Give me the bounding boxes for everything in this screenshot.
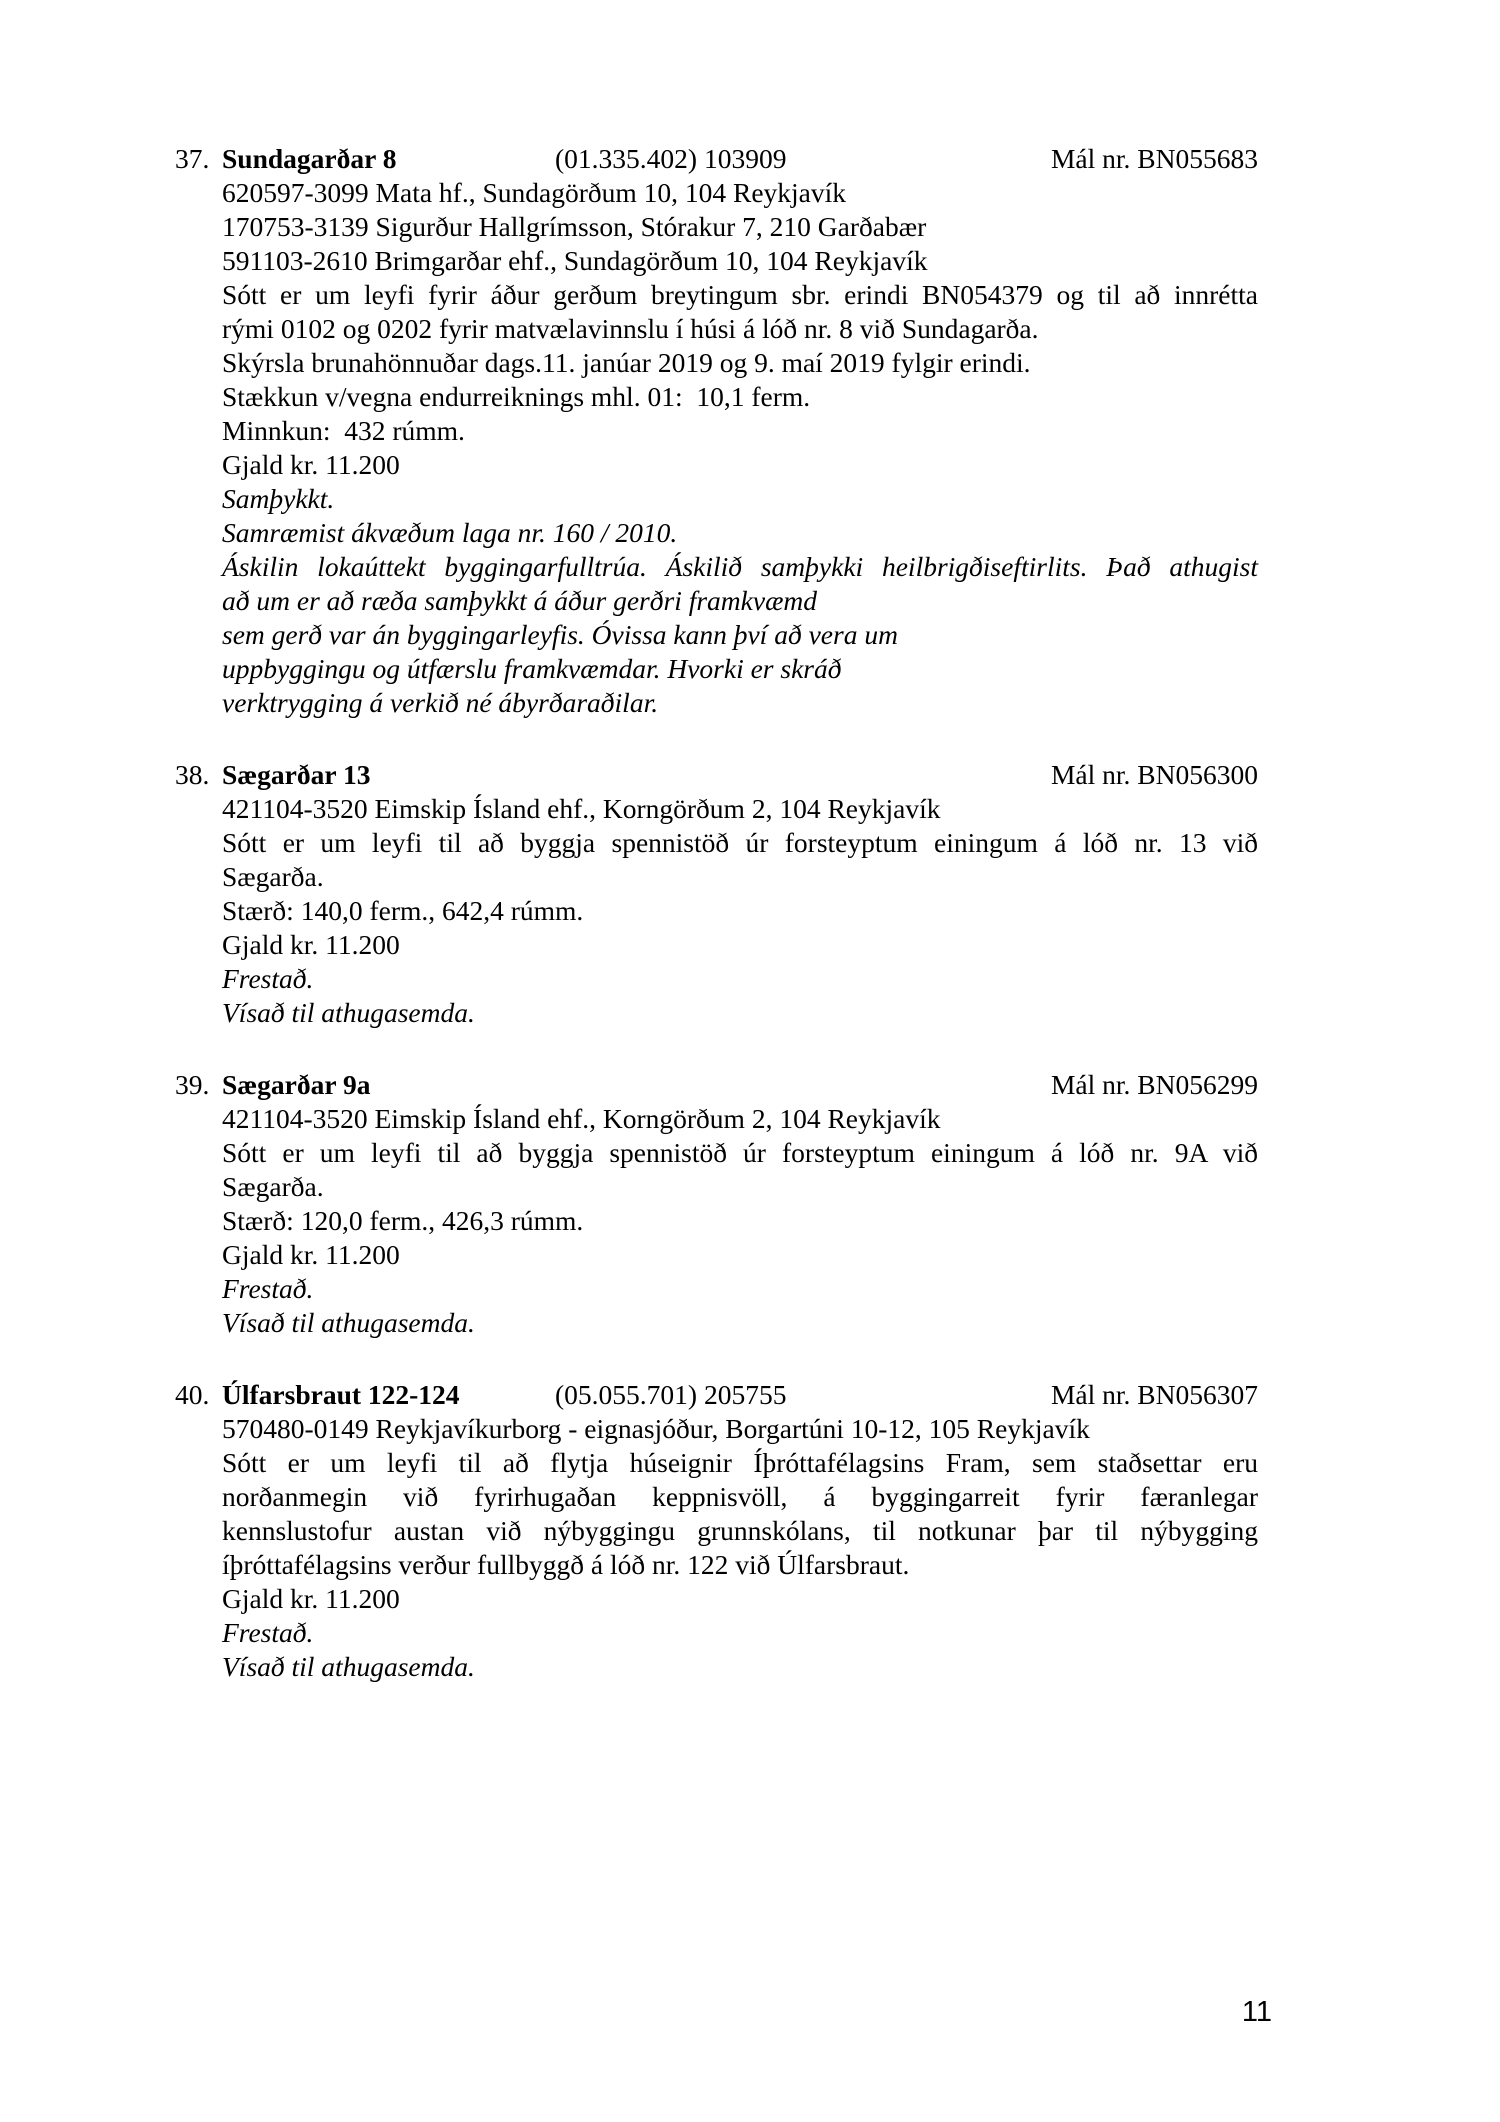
text-line: 570480-0149 Reykjavíkurborg - eignasjóður, Borgartúni 10-12, 105 Reykjavík — [222, 1413, 1090, 1444]
agenda-item — [0, 142, 1500, 720]
text-line: Vísað til athugasemda. — [222, 997, 475, 1028]
text-line: Sótt er um leyfi til að flytja húseignir Íþróttafélagsins Fram, sem staðsettar eru — [222, 1447, 1258, 1478]
text-line: að um er að ræða samþykkt á áður gerðri framkvæmd — [222, 585, 818, 616]
item-number: 39. — [175, 1069, 210, 1100]
property-code — [555, 1068, 787, 1102]
item-header — [222, 1068, 1258, 1102]
case-number: Mál nr. BN056300 — [1050, 759, 1258, 790]
text-line: Stækkun v/vegna endurreiknings mhl. 01: 10,1 ferm. — [222, 381, 811, 412]
text-line: Gjald kr. 11.200 — [222, 449, 400, 480]
text-line: rými 0102 og 0202 fyrir matvælavinnslu í húsi á lóð nr. 8 við Sundagarða. — [222, 313, 1039, 344]
text-line: 620597-3099 Mata hf., Sundagörðum 10, 104 Reykjavík — [222, 177, 847, 208]
text-line: sem gerð var án byggingarleyfis. Óvissa kann því að vera um — [222, 619, 898, 650]
text-line: Gjald kr. 11.200 — [222, 1583, 400, 1614]
text-line: Frestað. — [222, 1273, 314, 1304]
text-line: 170753-3139 Sigurður Hallgrímsson, Stórakur 7, 210 Garðabær — [222, 211, 927, 242]
text-line: uppbyggingu og útfærslu framkvæmdar. Hvorki er skráð — [222, 653, 842, 684]
text-line: 591103-2610 Brimgarðar ehf., Sundagörðum 10, 104 Reykjavík — [222, 245, 928, 276]
agenda-item — [0, 758, 1500, 1030]
item-title: Sægarðar 13 — [222, 759, 371, 790]
text-line: Vísað til athugasemda. — [222, 1651, 475, 1682]
text-line: 421104-3520 Eimskip Ísland ehf., Korngörðum 2, 104 Reykjavík — [222, 1103, 941, 1134]
text-line: Sótt er um leyfi til að byggja spennistöð úr forsteyptum einingum á lóð nr. 9A við — [222, 1137, 1258, 1168]
item-title: Sundagarðar 8 — [222, 143, 397, 174]
text-line: 421104-3520 Eimskip Ísland ehf., Korngörðum 2, 104 Reykjavík — [222, 793, 941, 824]
text-line: Frestað. — [222, 963, 314, 994]
property-code — [555, 758, 787, 792]
text-line: Sægarða. — [222, 861, 324, 892]
agenda-item — [0, 1378, 1500, 1684]
text-line: íþróttafélagsins verður fullbyggð á lóð nr. 122 við Úlfarsbraut. — [222, 1549, 910, 1580]
text-line: norðanmegin við fyrirhugaðan keppnisvöll, á byggingarreit fyrir færanlegar — [222, 1481, 1258, 1512]
text-line: Minnkun: 432 rúmm. — [222, 415, 465, 446]
text-line: Sótt er um leyfi til að byggja spennistöð úr forsteyptum einingum á lóð nr. 13 við — [222, 827, 1258, 858]
item-number: 40. — [175, 1379, 210, 1410]
text-line: Vísað til athugasemda. — [222, 1307, 475, 1338]
item-header — [222, 1378, 1258, 1412]
text-line: Samþykkt. — [222, 483, 335, 514]
text-line: Sótt er um leyfi fyrir áður gerðum breytingum sbr. erindi BN054379 og til að innrétta — [222, 279, 1258, 310]
item-number: 37. — [175, 143, 210, 174]
item-header — [222, 758, 1258, 792]
text-line: Skýrsla brunahönnuðar dags.11. janúar 2019 og 9. maí 2019 fylgir erindi. — [222, 347, 1031, 378]
property-code: (01.335.402) 103909 — [555, 143, 787, 174]
item-lines — [222, 792, 1258, 1030]
text-line: Gjald kr. 11.200 — [222, 929, 400, 960]
item-number: 38. — [175, 759, 210, 790]
property-code: (05.055.701) 205755 — [555, 1379, 787, 1410]
text-line: Stærð: 120,0 ferm., 426,3 rúmm. — [222, 1205, 584, 1236]
page-number: 11 — [1241, 1996, 1272, 2028]
text-line: Samræmist ákvæðum laga nr. 160 / 2010. — [222, 517, 678, 548]
agenda-item — [0, 1068, 1500, 1340]
item-lines — [222, 176, 1258, 720]
text-line: Gjald kr. 11.200 — [222, 1239, 400, 1270]
text-line: verktrygging á verkið né ábyrðaraðilar. — [222, 687, 659, 718]
text-line: Frestað. — [222, 1617, 314, 1648]
text-line: Stærð: 140,0 ferm., 642,4 rúmm. — [222, 895, 584, 926]
document-body — [0, 142, 1500, 1722]
text-line: kennslustofur austan við nýbyggingu grunnskólans, til notkunar þar til nýbygging — [222, 1515, 1258, 1546]
item-lines — [222, 1412, 1258, 1684]
item-title: Sægarðar 9a — [222, 1069, 371, 1100]
case-number: Mál nr. BN056307 — [1050, 1379, 1258, 1410]
case-number: Mál nr. BN056299 — [1050, 1069, 1258, 1100]
item-header — [222, 142, 1258, 176]
item-title: Úlfarsbraut 122-124 — [222, 1379, 460, 1410]
text-line: Áskilin lokaúttekt byggingarfulltrúa. Áskilið samþykki heilbrigðiseftirlits. Það athugist — [222, 551, 1258, 582]
item-lines — [222, 1102, 1258, 1340]
text-line: Sægarða. — [222, 1171, 324, 1202]
case-number: Mál nr. BN055683 — [1050, 143, 1258, 174]
